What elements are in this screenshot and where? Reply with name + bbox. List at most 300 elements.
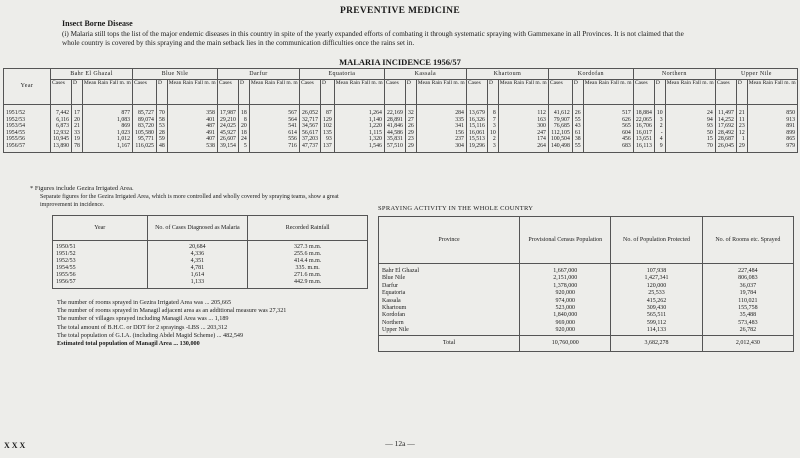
table-cell: 683 (583, 143, 633, 153)
table-cell: 335 (416, 117, 466, 124)
page-number: — 12a — (385, 439, 415, 448)
total-label: Total (379, 335, 520, 351)
table-cell: 93 (320, 136, 334, 143)
province-header: Blue Nile (133, 69, 218, 80)
table-cell: - (654, 130, 665, 137)
table-cell: 16,706 (633, 123, 654, 130)
row-rainfall: 271.6 m.m. (248, 272, 368, 279)
table-cell: 100,504 (548, 136, 572, 143)
row-year: 1954/55 (4, 130, 51, 137)
row-province: Darfur (379, 283, 520, 290)
table-cell: 891 (747, 123, 797, 130)
province-header: Kordofan (548, 69, 633, 80)
row-year: 1952/53 (53, 258, 148, 265)
table-cell: 17 (72, 105, 83, 117)
row-province: Bahr El Ghazal (379, 264, 520, 276)
table-cell: 604 (583, 130, 633, 137)
table-row (379, 264, 794, 276)
total-protected: 3,682,278 (611, 335, 702, 351)
table-cell: 47,737 (299, 143, 320, 153)
row-rainfall: 255.6 m.m. (248, 251, 368, 258)
table-cell: 13,679 (466, 105, 487, 117)
table-cell: 41,612 (548, 105, 572, 117)
sub-rainfall: Mean Rain Fall m. m (249, 80, 299, 105)
table-cell: 24 (665, 105, 715, 117)
sub-rainfall: Mean Rain Fall m. m (498, 80, 548, 105)
table-cell: 22,169 (384, 105, 405, 117)
table-cell: 1,140 (334, 117, 384, 124)
table-row (379, 283, 794, 290)
table-cell: 116,025 (133, 143, 157, 153)
table-cell: 29 (736, 143, 747, 153)
table-cell: 614 (249, 130, 299, 137)
table-header-provinces (4, 69, 798, 80)
table-cell: 17,692 (715, 123, 736, 130)
table-cell: 24 (238, 136, 249, 143)
table-cell: 865 (747, 136, 797, 143)
row-year: 1951/52 (4, 105, 51, 117)
table-cell: 83,720 (133, 123, 157, 130)
table-cell: 174 (498, 136, 548, 143)
table-cell: 28,687 (715, 136, 736, 143)
row-rainfall: 414.4 m.m. (248, 258, 368, 265)
row-cases: 20,684 (147, 241, 248, 252)
table-cell: 112 (498, 105, 548, 117)
row-rooms: 155,758 (702, 305, 793, 312)
row-rooms: 573,483 (702, 320, 793, 327)
table-cell: 487 (167, 123, 217, 130)
table-cell: 2 (487, 136, 498, 143)
table-cell: 112,105 (548, 130, 572, 137)
row-protected: 25,533 (611, 290, 702, 297)
row-province: Kordofan (379, 312, 520, 319)
table-cell: 341 (416, 123, 466, 130)
table-cell: 15 (665, 136, 715, 143)
sub-rainfall: Mean Rain Fall m. m (416, 80, 466, 105)
table-cell: 26,607 (217, 136, 238, 143)
table-cell: 39,154 (217, 143, 238, 153)
row-population: 1,840,000 (520, 312, 611, 319)
sub-deaths: D (572, 80, 583, 105)
table-row (53, 272, 368, 279)
table-cell: 50 (665, 130, 715, 137)
table-cell: 1 (736, 136, 747, 143)
spraying-activity-table (378, 216, 794, 352)
footnote: * Figures include Gezira Irrigated Area. (30, 185, 134, 192)
table-cell: 76,685 (548, 123, 572, 130)
sub-rainfall: Mean Rain Fall m. m (334, 80, 384, 105)
row-population: 523,000 (520, 305, 611, 312)
table-cell: 21 (72, 123, 83, 130)
table-cell: 79,907 (548, 117, 572, 124)
table-cell: 7,442 (51, 105, 72, 117)
table-cell: 899 (747, 130, 797, 137)
table-cell: 237 (416, 136, 466, 143)
stat-value: ... 130,000 (173, 340, 200, 348)
row-year: 1950/51 (53, 241, 148, 252)
row-protected: 309,430 (611, 305, 702, 312)
row-rainfall: 335. m.m. (248, 265, 368, 272)
table-cell: 1,264 (334, 105, 384, 117)
sub-deaths: D (238, 80, 249, 105)
row-cases: 4,781 (147, 265, 248, 272)
table-cell: 18 (238, 130, 249, 137)
col-population: Provisional Census Population (520, 217, 611, 264)
table-row (4, 143, 798, 153)
stat-value: ... 205,665 (204, 299, 232, 306)
table-cell: 129 (320, 117, 334, 124)
table-cell: 57,510 (384, 143, 405, 153)
table-cell: 26 (405, 123, 416, 130)
table-cell: 29 (405, 143, 416, 153)
row-rainfall: 327.3 m.m. (248, 241, 368, 252)
spraying-statistics (57, 299, 377, 348)
stat-value: ... 482,549 (216, 331, 244, 339)
malaria-incidence-table (3, 68, 798, 153)
col-protected: No. of Population Protected (611, 217, 702, 264)
col-year: Year (4, 69, 51, 105)
table-cell: 538 (167, 143, 217, 153)
table-cell: 300 (498, 123, 548, 130)
row-province: Northern (379, 320, 520, 327)
table-cell: 13,890 (51, 143, 72, 153)
table-cell: 264 (498, 143, 548, 153)
table-cell: 16,113 (633, 143, 654, 153)
table-cell: 23 (405, 136, 416, 143)
row-population: 974,000 (520, 298, 611, 305)
table-cell: 59 (156, 136, 167, 143)
row-protected: 107,938 (611, 264, 702, 276)
sub-cases: Cases (217, 80, 238, 105)
row-province: Upper Nile (379, 327, 520, 335)
sub-rainfall: Mean Rain Fall m. m (82, 80, 132, 105)
row-rooms: 19,784 (702, 290, 793, 297)
table-cell: 1,546 (334, 143, 384, 153)
table-row (53, 279, 368, 289)
table-cell: 12,932 (51, 130, 72, 137)
table-cell: 37,203 (299, 136, 320, 143)
table-cell: 29,210 (217, 117, 238, 124)
province-header: Darfur (217, 69, 299, 80)
table-cell: 2 (654, 123, 665, 130)
row-rooms: 36,037 (702, 283, 793, 290)
row-protected: 599,112 (611, 320, 702, 327)
row-population: 1,378,000 (520, 283, 611, 290)
table-row (379, 290, 794, 297)
table-row (53, 258, 368, 265)
table-cell: 22,065 (633, 117, 654, 124)
row-rooms: 26,782 (702, 327, 793, 335)
table-cell: 564 (249, 117, 299, 124)
stat-label: The total population of G.I.A. (including Abdel Magid Scheme) (57, 331, 216, 339)
table-cell: 87 (320, 105, 334, 117)
table-cell: 15,513 (466, 136, 487, 143)
table-cell: 95,771 (133, 136, 157, 143)
table-cell: 565 (583, 123, 633, 130)
table-cell: 21 (736, 105, 747, 117)
sub-cases: Cases (466, 80, 487, 105)
table-cell: 19 (72, 136, 83, 143)
table-cell: 3 (487, 123, 498, 130)
table-cell: 55 (572, 117, 583, 124)
table-row (53, 251, 368, 258)
table-cell: 94 (665, 117, 715, 124)
sub-deaths: D (72, 80, 83, 105)
table-cell: 407 (167, 136, 217, 143)
sub-rainfall: Mean Rain Fall m. m (167, 80, 217, 105)
col-rooms: No. of Rooms etc. Sprayed (702, 217, 793, 264)
sub-rainfall: Mean Rain Fall m. m (583, 80, 633, 105)
row-cases: 4,351 (147, 258, 248, 265)
table-cell: 28,891 (384, 117, 405, 124)
row-year: 1956/57 (53, 279, 148, 289)
total-population: 10,760,000 (520, 335, 611, 351)
stat-label: Estimated total population of Managil Area (57, 340, 172, 348)
col-cases: No. of Cases Diagnosed as Malaria (147, 216, 248, 241)
table-cell: 517 (583, 105, 633, 117)
sub-deaths: D (487, 80, 498, 105)
table-cell: 89,074 (133, 117, 157, 124)
table-cell: 105,580 (133, 130, 157, 137)
table-cell: 23 (736, 123, 747, 130)
table-cell: 28,492 (715, 130, 736, 137)
province-header: Khartoum (466, 69, 548, 80)
row-cases: 1,133 (147, 279, 248, 289)
table-cell: 7 (487, 117, 498, 124)
table-cell: 3 (654, 117, 665, 124)
table-cell: 16,326 (466, 117, 487, 124)
province-header: Upper Nile (715, 69, 797, 80)
table-cell: 1,167 (82, 143, 132, 153)
table-cell: 716 (249, 143, 299, 153)
total-rooms: 2,012,430 (702, 335, 793, 351)
row-protected: 114,133 (611, 327, 702, 335)
row-protected: 1,427,341 (611, 275, 702, 282)
page-title: PREVENTIVE MEDICINE (340, 6, 460, 16)
table-row (53, 265, 368, 272)
table-cell: 13,651 (633, 136, 654, 143)
table-cell: 556 (249, 136, 299, 143)
sub-rainfall: Mean Rain Fall m. m (665, 80, 715, 105)
row-protected: 565,511 (611, 312, 702, 319)
table-cell: 38 (572, 136, 583, 143)
sub-deaths: D (736, 80, 747, 105)
table-cell: 6,873 (51, 123, 72, 130)
table-cell: 10 (487, 130, 498, 137)
stat-value: ... 1,189 (208, 315, 229, 323)
row-population: 920,000 (520, 327, 611, 335)
table-row (379, 327, 794, 335)
table-cell: 135 (320, 130, 334, 137)
spraying-title: SPRAYING ACTIVITY IN THE WHOLE COUNTRY (378, 205, 534, 212)
gezira-cases-table (52, 215, 368, 289)
province-header: Northern (633, 69, 715, 80)
margin-mark: X X X (4, 441, 26, 450)
row-year: 1955/56 (4, 136, 51, 143)
table-cell: 45,927 (217, 130, 238, 137)
table-cell: 16,061 (466, 130, 487, 137)
sub-cases: Cases (384, 80, 405, 105)
row-province: Equatoria (379, 290, 520, 297)
table-cell: 20 (238, 123, 249, 130)
table-cell: 16,017 (633, 130, 654, 137)
malaria-table-title: MALARIA INCIDENCE 1956/57 (339, 57, 461, 67)
table-cell: 35,831 (384, 136, 405, 143)
table-cell: 18,884 (633, 105, 654, 117)
table-row (379, 312, 794, 319)
table-cell: 8 (487, 105, 498, 117)
table-cell: 1,012 (82, 136, 132, 143)
row-rooms: 110,021 (702, 298, 793, 305)
sub-cases: Cases (715, 80, 736, 105)
table-cell: 27 (405, 117, 416, 124)
table-row (379, 320, 794, 327)
row-cases: 1,614 (147, 272, 248, 279)
stat-line (57, 299, 377, 307)
sub-deaths: D (654, 80, 665, 105)
stat-line (57, 315, 377, 323)
row-population: 969,000 (520, 320, 611, 327)
table-cell: 20 (72, 117, 83, 124)
table-cell: 3 (487, 143, 498, 153)
table-cell: 4 (654, 136, 665, 143)
stat-line (57, 307, 377, 315)
table-cell: 26,045 (715, 143, 736, 153)
sub-deaths: D (320, 80, 334, 105)
table-cell: 19,296 (466, 143, 487, 153)
sub-rainfall: Mean Rain Fall m. m (747, 80, 797, 105)
table-cell: 1,023 (82, 130, 132, 137)
table-cell: 401 (167, 117, 217, 124)
gezira-note: Separate figures for the Gezira Irrigated Area, which is more controlled and wholly covered by spraying teams, show a great improvement in incidence. (40, 194, 339, 208)
table-row (379, 305, 794, 312)
stat-line (57, 340, 377, 348)
province-header: Kassala (384, 69, 466, 80)
intro-paragraph: (i) Malaria still tops the list of the major endemic diseases in this country in spite of the yearly expanded efforts of combating it through systematic spraying with Gammexane in all Provinces. It is not claimed that the whole country is covered by this spraying and the main setback lies in the communication difficulties once the rains set in. (62, 30, 684, 47)
table-cell: 8 (238, 117, 249, 124)
table-cell: 247 (498, 130, 548, 137)
sub-deaths: D (156, 80, 167, 105)
row-rainfall: 442.9 m.m. (248, 279, 368, 289)
table-cell: 541 (249, 123, 299, 130)
table-cell: 1,083 (82, 117, 132, 124)
sub-cases: Cases (299, 80, 320, 105)
table-row (53, 241, 368, 252)
table-cell: 156 (416, 130, 466, 137)
table-cell: 43 (572, 123, 583, 130)
sub-cases: Cases (633, 80, 654, 105)
sub-cases: Cases (548, 80, 572, 105)
table-cell: 979 (747, 143, 797, 153)
row-year: 1956/57 (4, 143, 51, 153)
row-protected: 415,262 (611, 298, 702, 305)
table-cell: 85,727 (133, 105, 157, 117)
table-row (4, 105, 798, 117)
table-row (379, 298, 794, 305)
table-cell: 163 (498, 117, 548, 124)
table-cell: 5 (238, 143, 249, 153)
sub-cases: Cases (133, 80, 157, 105)
table-cell: 137 (320, 143, 334, 153)
table-cell: 1,115 (334, 130, 384, 137)
table-cell: 70 (156, 105, 167, 117)
stat-label: The number of villages sprayed including Managil Area was (57, 315, 207, 323)
table-cell: 11 (736, 117, 747, 124)
row-year: 1955/56 (53, 272, 148, 279)
table-cell: 1,220 (334, 123, 384, 130)
table-cell: 61 (572, 130, 583, 137)
table-cell: 56,617 (299, 130, 320, 137)
table-cell: 11,497 (715, 105, 736, 117)
col-rain: Recorded Rainfall (248, 216, 368, 241)
col-province: Province (379, 217, 520, 264)
table-cell: 28 (156, 130, 167, 137)
table-cell: 15,116 (466, 123, 487, 130)
table-cell: 41,846 (384, 123, 405, 130)
table-cell: 32 (405, 105, 416, 117)
table-cell: 55 (572, 143, 583, 153)
table-cell: 32,717 (299, 117, 320, 124)
table-cell: 567 (249, 105, 299, 117)
table-cell: 58 (156, 117, 167, 124)
table-cell: 18 (238, 105, 249, 117)
row-province: Blue Nile (379, 275, 520, 282)
table-cell: 869 (82, 123, 132, 130)
row-rooms: 227,484 (702, 264, 793, 276)
province-header: Equatoria (299, 69, 384, 80)
table-cell: 456 (583, 136, 633, 143)
table-cell: 93 (665, 123, 715, 130)
table-cell: 12 (736, 130, 747, 137)
table-cell: 70 (665, 143, 715, 153)
row-year: 1954/55 (53, 265, 148, 272)
stat-label: The number of rooms sprayed in Gezira Irrigated Area was (57, 299, 204, 306)
table-cell: 78 (72, 143, 83, 153)
table-cell: 24,025 (217, 123, 238, 130)
row-year: 1952/53 (4, 117, 51, 124)
table-cell: 9 (654, 143, 665, 153)
table-cell: 102 (320, 123, 334, 130)
table-cell: 140,498 (548, 143, 572, 153)
table-cell: 53 (156, 123, 167, 130)
row-cases: 4,336 (147, 251, 248, 258)
table-cell: 626 (583, 117, 633, 124)
row-protected: 120,000 (611, 283, 702, 290)
sub-cases: Cases (51, 80, 72, 105)
table-cell: 6,116 (51, 117, 72, 124)
table-cell: 284 (416, 105, 466, 117)
row-year: 1953/54 (4, 123, 51, 130)
table-cell: 26,052 (299, 105, 320, 117)
table-row (379, 275, 794, 282)
stat-line (57, 332, 377, 340)
stat-label: The number of rooms sprayed in Managil adjacent area as an additional measure was (57, 307, 268, 315)
table-cell: 33 (72, 130, 83, 137)
row-population: 1,667,000 (520, 264, 611, 276)
table-cell: 877 (82, 105, 132, 117)
sub-deaths: D (405, 80, 416, 105)
table-cell: 1,320 (334, 136, 384, 143)
row-province: Kassala (379, 298, 520, 305)
row-province: Khartoum (379, 305, 520, 312)
table-cell: 29 (405, 130, 416, 137)
province-header: Bahr El Ghazal (51, 69, 133, 80)
col-year: Year (53, 216, 148, 241)
stat-value: 27,321 (269, 307, 287, 315)
table-total-row (379, 335, 794, 351)
stat-label: The total amount of B.H.C. or DDT for 2 sprayings -LBS (57, 323, 200, 331)
table-cell: 913 (747, 117, 797, 124)
